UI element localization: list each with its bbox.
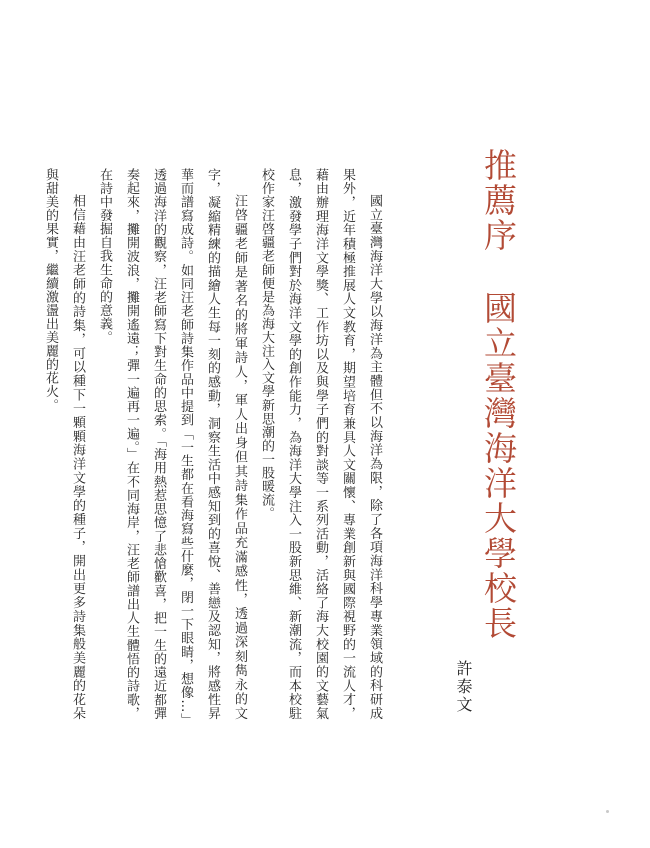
- paragraph: 相信藉由汪老師的詩集，可以種下一顆顆海洋文學的種子，開出更多詩集般美麗的花朵與甜美的果實，繼續激盪出美麗的花火。: [43, 168, 85, 720]
- author-signature: 許泰文: [454, 660, 473, 714]
- paragraph: 國立臺灣海洋大學以海洋為主體但不以海洋為限，除了各項海洋科學專業領域的科研成果外，近年積極推展人文教育，期望培育兼具人文關懷、專業創新與國際視野的一流人才，藉由辦理海洋文學獎、工作坊以及與學子們的對談等一系列活動，活絡了海大校園的文藝氣息，激發學子們對於海洋文學的創作能力，為海洋大學注入一股新思維、新潮流，而本校駐校作家汪啓疆老師便是為海大注入文學新思潮的一股暖流。: [259, 168, 382, 720]
- preface-label: 推薦序: [479, 148, 518, 253]
- page-corner-mark: [606, 810, 609, 813]
- preface-body: [43, 168, 388, 720]
- preface-title: 國立臺灣海洋大學校長: [479, 291, 518, 641]
- paragraph: 汪啓疆老師是著名的將軍詩人，軍人出身但其詩集作品充滿感性，透過深刻雋永的文字，凝縮精練的描繪人生每一刻的感動，洞察生活中感知到的喜悅、善戀及認知，將感性昇華而譜寫成詩。如同汪老師詩集作品中提到「一生都在看海寫些什麼，閉一下眼睛，想像…」透過海洋的觀察，汪老師寫下對生命的思索。「海用熱惹思憶了悲愴歡喜，把一生的遠近都彈奏起來，攤開波浪，攤開遙遠；彈一遍再一遍。」在不同海岸，汪老師譜出人生體悟的詩歌，在詩中發掘自我生命的意義。: [97, 168, 247, 720]
- preface-heading: [478, 148, 518, 641]
